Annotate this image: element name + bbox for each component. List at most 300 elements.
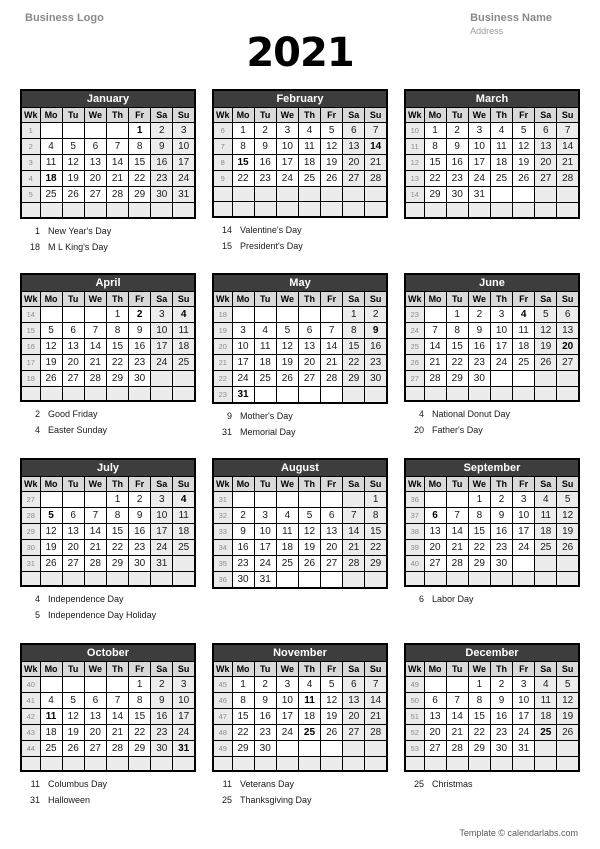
month-title-september: September <box>405 459 579 477</box>
day-cell: 25 <box>298 171 320 187</box>
day-header-th: Th <box>298 291 320 306</box>
day-header-su: Su <box>365 291 387 306</box>
day-cell <box>490 203 512 218</box>
day-cell <box>557 571 579 586</box>
day-header-we: We <box>468 661 490 676</box>
day-cell: 30 <box>151 740 173 756</box>
day-header-mo: Mo <box>424 476 446 491</box>
day-cell: 21 <box>424 354 446 370</box>
week-number: 27 <box>405 370 424 386</box>
day-cell: 25 <box>535 539 557 555</box>
week-number <box>213 756 232 771</box>
day-cell: 24 <box>173 171 195 187</box>
day-cell: 3 <box>173 123 195 139</box>
day-cell: 6 <box>535 123 557 139</box>
day-cell: 9 <box>490 507 512 523</box>
day-cell: 24 <box>173 724 195 740</box>
day-header-th: Th <box>106 108 128 123</box>
week-number: 10 <box>405 123 424 139</box>
week-number: 20 <box>213 338 232 354</box>
day-header-tu: Tu <box>446 661 468 676</box>
day-cell: 2 <box>468 306 490 322</box>
holiday-name: Columbus Day <box>48 779 108 789</box>
day-cell: 31 <box>151 555 173 571</box>
day-cell: 20 <box>321 539 343 555</box>
day-cell: 22 <box>106 539 128 555</box>
day-cell <box>424 203 446 218</box>
week-number: 9 <box>213 171 232 187</box>
day-cell: 1 <box>129 676 151 692</box>
holiday-name: New Year's Day <box>48 225 112 236</box>
day-header-wk: Wk <box>213 108 232 123</box>
day-header-fr: Fr <box>321 661 343 676</box>
day-cell: 3 <box>468 123 490 139</box>
day-cell: 26 <box>535 354 557 370</box>
holiday-day: 11 <box>30 779 40 789</box>
day-cell <box>513 555 535 571</box>
week-number: 40 <box>405 555 424 571</box>
day-cell <box>276 187 298 202</box>
day-cell: 25 <box>40 187 62 203</box>
day-cell <box>424 386 446 401</box>
day-cell <box>321 740 343 756</box>
day-cell <box>232 187 254 202</box>
holiday-item <box>216 225 388 235</box>
day-cell: 17 <box>468 155 490 171</box>
day-cell: 22 <box>468 724 490 740</box>
month-block-october <box>20 643 196 821</box>
week-number <box>405 203 424 218</box>
week-number: 21 <box>213 354 232 370</box>
day-cell <box>424 676 446 692</box>
day-cell: 31 <box>232 386 254 403</box>
day-cell <box>106 203 128 218</box>
day-cell: 24 <box>513 539 535 555</box>
day-header-tu: Tu <box>62 108 84 123</box>
day-cell <box>298 571 320 588</box>
holiday-day: 4 <box>34 594 40 604</box>
day-cell: 10 <box>513 507 535 523</box>
day-cell <box>62 756 84 771</box>
day-cell <box>468 756 490 771</box>
day-cell: 9 <box>446 139 468 155</box>
day-cell: 26 <box>321 171 343 187</box>
day-cell: 5 <box>321 676 343 692</box>
day-cell: 8 <box>232 139 254 155</box>
day-cell: 14 <box>106 708 128 724</box>
day-cell: 15 <box>232 155 254 171</box>
day-cell: 6 <box>298 322 320 338</box>
day-cell: 1 <box>446 306 468 322</box>
day-header-we: We <box>276 476 298 491</box>
week-row <box>405 676 579 692</box>
holiday-name: Independence Day <box>48 594 124 604</box>
day-cell <box>40 203 62 218</box>
day-header-tu: Tu <box>254 476 276 491</box>
day-cell: 24 <box>276 724 298 740</box>
day-cell: 16 <box>365 338 387 354</box>
day-cell: 17 <box>232 354 254 370</box>
week-row <box>213 322 387 338</box>
day-header-su: Su <box>557 476 579 491</box>
day-cell <box>490 187 512 203</box>
day-cell: 26 <box>276 370 298 386</box>
day-header-sa: Sa <box>151 108 173 123</box>
day-cell: 2 <box>254 676 276 692</box>
day-cell: 14 <box>424 338 446 354</box>
day-cell: 20 <box>84 171 106 187</box>
day-cell: 8 <box>129 692 151 708</box>
day-cell: 21 <box>446 539 468 555</box>
holiday-item <box>24 594 196 604</box>
week-number: 18 <box>213 306 232 322</box>
day-cell: 6 <box>321 507 343 523</box>
day-cell: 22 <box>468 539 490 555</box>
day-cell <box>321 187 343 202</box>
day-cell <box>343 756 365 771</box>
day-cell <box>151 203 173 218</box>
day-cell: 14 <box>343 523 365 539</box>
day-cell: 30 <box>129 370 151 386</box>
day-cell: 13 <box>84 155 106 171</box>
week-row <box>213 491 387 507</box>
week-number: 32 <box>213 507 232 523</box>
day-cell <box>468 386 490 401</box>
day-cell: 27 <box>298 370 320 386</box>
day-cell <box>62 386 84 401</box>
day-cell <box>40 571 62 586</box>
day-cell: 30 <box>365 370 387 386</box>
day-cell: 10 <box>276 692 298 708</box>
week-row <box>405 171 579 187</box>
day-cell: 9 <box>151 139 173 155</box>
day-cell <box>298 740 320 756</box>
day-cell: 13 <box>424 523 446 539</box>
day-cell: 28 <box>446 555 468 571</box>
day-cell: 24 <box>490 354 512 370</box>
week-number <box>213 202 232 217</box>
day-cell: 23 <box>490 539 512 555</box>
week-row <box>405 708 579 724</box>
day-cell: 5 <box>40 322 62 338</box>
week-number: 26 <box>405 354 424 370</box>
day-cell <box>173 756 195 771</box>
day-cell: 29 <box>129 740 151 756</box>
month-block-july <box>20 458 196 637</box>
day-header-sa: Sa <box>151 291 173 306</box>
day-cell: 11 <box>298 692 320 708</box>
week-row <box>213 386 387 403</box>
day-cell <box>129 386 151 401</box>
empty-week-row <box>405 571 579 586</box>
holiday-name: Easter Sunday <box>48 425 108 435</box>
day-cell: 25 <box>535 724 557 740</box>
week-number <box>405 571 424 586</box>
holiday-name: Veterans Day <box>240 779 295 789</box>
day-cell <box>535 740 557 756</box>
week-number: 5 <box>21 187 40 203</box>
day-cell <box>446 203 468 218</box>
week-number: 49 <box>213 740 232 756</box>
day-cell: 11 <box>173 507 195 523</box>
day-cell: 19 <box>40 539 62 555</box>
day-cell: 31 <box>173 187 195 203</box>
day-cell: 7 <box>365 123 387 139</box>
day-cell: 3 <box>513 491 535 507</box>
day-cell: 16 <box>446 155 468 171</box>
week-row <box>213 338 387 354</box>
day-cell: 12 <box>513 139 535 155</box>
day-cell: 17 <box>276 708 298 724</box>
month-table-september <box>404 458 580 588</box>
week-row <box>21 692 195 708</box>
day-cell: 15 <box>365 523 387 539</box>
month-title-january: January <box>21 90 195 108</box>
day-cell: 10 <box>173 139 195 155</box>
day-cell: 1 <box>106 306 128 322</box>
day-cell: 2 <box>365 306 387 322</box>
day-cell: 11 <box>254 338 276 354</box>
day-header-sa: Sa <box>343 661 365 676</box>
day-cell: 15 <box>232 708 254 724</box>
week-row <box>405 523 579 539</box>
week-row <box>405 491 579 507</box>
week-number: 36 <box>405 491 424 507</box>
month-block-january <box>20 89 196 267</box>
day-cell <box>557 756 579 771</box>
holiday-day: 15 <box>221 240 232 251</box>
day-cell <box>276 740 298 756</box>
day-header-tu: Tu <box>62 291 84 306</box>
day-cell <box>62 306 84 322</box>
day-cell: 19 <box>62 171 84 187</box>
day-cell: 29 <box>424 187 446 203</box>
day-cell: 27 <box>84 187 106 203</box>
day-cell <box>254 491 276 507</box>
week-number <box>21 756 40 771</box>
day-header-fr: Fr <box>513 108 535 123</box>
day-cell: 15 <box>129 155 151 171</box>
day-cell <box>40 306 62 322</box>
day-cell: 17 <box>490 338 512 354</box>
day-cell: 18 <box>535 523 557 539</box>
week-row <box>405 338 579 354</box>
day-cell <box>513 571 535 586</box>
day-cell: 18 <box>254 354 276 370</box>
day-cell: 8 <box>468 692 490 708</box>
day-header-sa: Sa <box>343 291 365 306</box>
day-header-mo: Mo <box>424 661 446 676</box>
day-cell: 14 <box>365 139 387 155</box>
day-cell: 30 <box>490 555 512 571</box>
day-header-mo: Mo <box>40 661 62 676</box>
day-cell <box>151 370 173 386</box>
day-cell: 6 <box>424 692 446 708</box>
day-cell: 16 <box>151 708 173 724</box>
day-cell <box>468 203 490 218</box>
day-cell <box>173 571 195 586</box>
week-row <box>405 555 579 571</box>
day-cell <box>343 386 365 403</box>
day-cell: 13 <box>321 523 343 539</box>
day-header-th: Th <box>298 476 320 491</box>
holiday-item <box>216 779 388 789</box>
day-cell: 6 <box>557 306 579 322</box>
day-cell: 30 <box>446 187 468 203</box>
day-cell: 12 <box>321 139 343 155</box>
day-cell: 9 <box>468 322 490 338</box>
day-cell: 27 <box>424 555 446 571</box>
holiday-item <box>24 795 196 805</box>
day-header-su: Su <box>557 108 579 123</box>
day-cell: 4 <box>535 491 557 507</box>
week-row <box>405 740 579 756</box>
week-number: 18 <box>21 370 40 386</box>
week-row <box>213 692 387 708</box>
day-cell <box>298 386 320 403</box>
day-cell: 15 <box>106 523 128 539</box>
day-header-th: Th <box>490 661 512 676</box>
day-header-th: Th <box>298 108 320 123</box>
day-cell: 1 <box>106 491 128 507</box>
month-table-july <box>20 458 196 588</box>
day-cell: 24 <box>151 354 173 370</box>
day-cell: 12 <box>321 692 343 708</box>
day-cell: 11 <box>173 322 195 338</box>
day-cell: 28 <box>84 370 106 386</box>
month-table-april <box>20 273 196 403</box>
day-cell: 2 <box>129 491 151 507</box>
holiday-list-november <box>212 772 388 820</box>
month-block-may <box>212 273 388 452</box>
week-number: 7 <box>213 139 232 155</box>
day-cell: 4 <box>298 123 320 139</box>
day-cell <box>490 386 512 401</box>
day-header-su: Su <box>365 661 387 676</box>
day-cell: 27 <box>62 370 84 386</box>
day-header-tu: Tu <box>254 291 276 306</box>
day-cell <box>84 756 106 771</box>
day-cell: 7 <box>84 507 106 523</box>
week-number: 23 <box>405 306 424 322</box>
month-title-december: December <box>405 644 579 662</box>
holiday-list-october <box>20 772 196 820</box>
day-cell <box>446 676 468 692</box>
empty-week-row <box>213 756 387 771</box>
day-cell: 4 <box>173 491 195 507</box>
day-cell: 31 <box>468 187 490 203</box>
day-header-tu: Tu <box>446 291 468 306</box>
day-cell: 12 <box>276 338 298 354</box>
day-cell: 14 <box>84 338 106 354</box>
month-block-june <box>404 273 580 452</box>
day-cell: 31 <box>254 571 276 588</box>
week-row <box>213 507 387 523</box>
day-cell: 28 <box>446 740 468 756</box>
day-cell <box>106 386 128 401</box>
day-header-sa: Sa <box>535 291 557 306</box>
day-cell: 2 <box>151 676 173 692</box>
holiday-name: Labor Day <box>432 594 474 604</box>
day-cell: 15 <box>446 338 468 354</box>
week-row <box>405 306 579 322</box>
day-header-we: We <box>276 291 298 306</box>
day-cell: 10 <box>151 322 173 338</box>
day-cell: 15 <box>468 708 490 724</box>
holiday-list-march <box>404 219 580 267</box>
day-cell: 8 <box>129 139 151 155</box>
day-cell: 14 <box>446 523 468 539</box>
day-cell: 2 <box>446 123 468 139</box>
day-cell: 22 <box>232 171 254 187</box>
day-cell: 11 <box>40 708 62 724</box>
day-cell <box>424 306 446 322</box>
day-cell: 5 <box>298 507 320 523</box>
day-cell: 10 <box>173 692 195 708</box>
day-header-su: Su <box>365 108 387 123</box>
day-cell <box>513 203 535 218</box>
day-cell: 19 <box>321 155 343 171</box>
empty-week-row <box>21 203 195 218</box>
day-header-mo: Mo <box>232 661 254 676</box>
week-number: 29 <box>21 523 40 539</box>
day-cell <box>446 571 468 586</box>
day-cell: 3 <box>151 491 173 507</box>
day-cell: 22 <box>424 171 446 187</box>
holiday-name: Halloween <box>48 795 91 805</box>
day-cell: 29 <box>468 555 490 571</box>
day-cell: 22 <box>446 354 468 370</box>
day-cell: 21 <box>106 171 128 187</box>
holiday-day: 20 <box>413 425 424 435</box>
day-cell: 11 <box>490 139 512 155</box>
month-title-march: March <box>405 90 579 108</box>
day-cell: 20 <box>62 539 84 555</box>
day-cell: 2 <box>254 123 276 139</box>
week-number <box>213 187 232 202</box>
week-number: 34 <box>213 539 232 555</box>
week-row <box>213 155 387 171</box>
day-cell <box>276 491 298 507</box>
week-row <box>21 155 195 171</box>
day-cell: 5 <box>513 123 535 139</box>
day-cell: 1 <box>365 491 387 507</box>
day-cell <box>106 756 128 771</box>
day-header-wk: Wk <box>21 661 40 676</box>
holiday-name: Independence Day Holiday <box>48 610 157 620</box>
week-number <box>405 756 424 771</box>
day-cell: 6 <box>62 507 84 523</box>
day-header-we: We <box>84 291 106 306</box>
holiday-name: Thanksgiving Day <box>240 795 312 805</box>
day-header-we: We <box>468 291 490 306</box>
week-row <box>405 322 579 338</box>
week-number: 53 <box>405 740 424 756</box>
month-table-march <box>404 89 580 219</box>
week-row <box>21 306 195 322</box>
day-cell: 28 <box>365 171 387 187</box>
day-cell: 22 <box>129 724 151 740</box>
day-cell: 4 <box>535 676 557 692</box>
day-cell: 29 <box>129 187 151 203</box>
day-cell: 1 <box>232 123 254 139</box>
day-cell <box>468 571 490 586</box>
day-cell <box>40 386 62 401</box>
day-cell: 9 <box>129 507 151 523</box>
day-cell <box>321 202 343 217</box>
day-cell: 16 <box>129 338 151 354</box>
week-row <box>213 354 387 370</box>
